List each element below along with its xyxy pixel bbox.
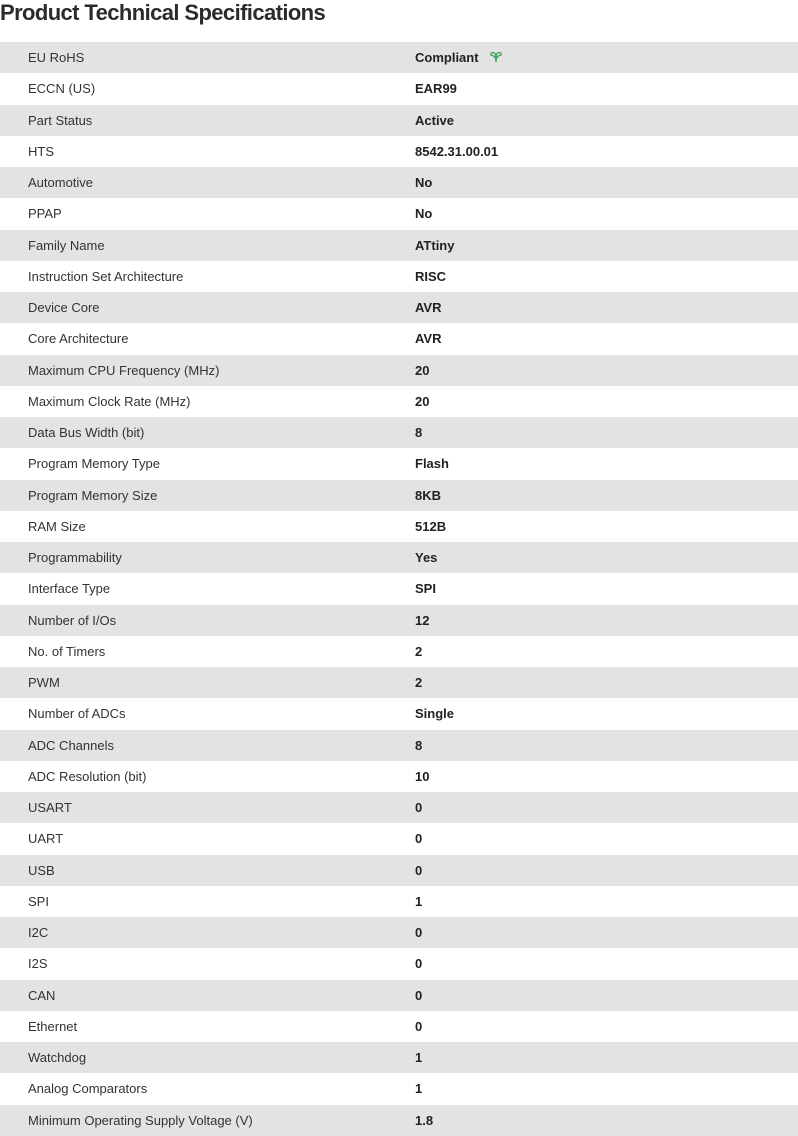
spec-label: EU RoHS bbox=[0, 42, 415, 73]
spec-value: ATtiny bbox=[415, 230, 798, 261]
table-row bbox=[0, 323, 798, 354]
spec-label: Number of I/Os bbox=[0, 605, 415, 636]
spec-value: 20 bbox=[415, 386, 798, 417]
spec-value: RISC bbox=[415, 261, 798, 292]
table-row bbox=[0, 1042, 798, 1073]
table-row bbox=[0, 417, 798, 448]
spec-table bbox=[0, 42, 798, 1136]
spec-label: Minimum Operating Supply Voltage (V) bbox=[0, 1105, 415, 1136]
spec-label: Device Core bbox=[0, 292, 415, 323]
spec-label: I2S bbox=[0, 948, 415, 979]
table-row bbox=[0, 230, 798, 261]
table-row bbox=[0, 605, 798, 636]
table-row bbox=[0, 886, 798, 917]
table-row bbox=[0, 136, 798, 167]
table-row bbox=[0, 761, 798, 792]
spec-value: 2 bbox=[415, 636, 798, 667]
spec-label: ADC Resolution (bit) bbox=[0, 761, 415, 792]
spec-value: 8542.31.00.01 bbox=[415, 136, 798, 167]
spec-value: 0 bbox=[415, 980, 798, 1011]
spec-value-text: Compliant bbox=[415, 49, 479, 65]
table-row bbox=[0, 698, 798, 729]
spec-label: Ethernet bbox=[0, 1011, 415, 1042]
spec-label: Programmability bbox=[0, 542, 415, 573]
spec-label: No. of Timers bbox=[0, 636, 415, 667]
spec-value: Flash bbox=[415, 448, 798, 479]
spec-value: 0 bbox=[415, 823, 798, 854]
table-row bbox=[0, 730, 798, 761]
spec-label: USART bbox=[0, 792, 415, 823]
spec-label: CAN bbox=[0, 980, 415, 1011]
spec-value: No bbox=[415, 198, 798, 229]
leaf-icon bbox=[489, 51, 503, 66]
spec-value: 1 bbox=[415, 886, 798, 917]
spec-value: 1 bbox=[415, 1042, 798, 1073]
spec-value: 10 bbox=[415, 761, 798, 792]
spec-value: 2 bbox=[415, 667, 798, 698]
spec-label: Family Name bbox=[0, 230, 415, 261]
spec-label: ECCN (US) bbox=[0, 73, 415, 104]
table-row bbox=[0, 198, 798, 229]
spec-label: PPAP bbox=[0, 198, 415, 229]
spec-value: 0 bbox=[415, 948, 798, 979]
spec-label: Instruction Set Architecture bbox=[0, 261, 415, 292]
spec-label: Maximum CPU Frequency (MHz) bbox=[0, 355, 415, 386]
spec-value: 8 bbox=[415, 417, 798, 448]
spec-value: AVR bbox=[415, 323, 798, 354]
spec-label: Number of ADCs bbox=[0, 698, 415, 729]
page-header bbox=[0, 0, 798, 38]
spec-value: 512B bbox=[415, 511, 798, 542]
table-row bbox=[0, 105, 798, 136]
table-row bbox=[0, 511, 798, 542]
spec-label: Watchdog bbox=[0, 1042, 415, 1073]
spec-label: I2C bbox=[0, 917, 415, 948]
spec-label: HTS bbox=[0, 136, 415, 167]
spec-label: UART bbox=[0, 823, 415, 854]
spec-value: 0 bbox=[415, 1011, 798, 1042]
table-row bbox=[0, 1011, 798, 1042]
spec-value: Yes bbox=[415, 542, 798, 573]
spec-label: Data Bus Width (bit) bbox=[0, 417, 415, 448]
spec-value: 20 bbox=[415, 355, 798, 386]
spec-value: Single bbox=[415, 698, 798, 729]
table-row bbox=[0, 1073, 798, 1104]
spec-label: Part Status bbox=[0, 105, 415, 136]
spec-value: AVR bbox=[415, 292, 798, 323]
spec-value: EAR99 bbox=[415, 73, 798, 104]
spec-label: Automotive bbox=[0, 167, 415, 198]
page-title: Product Technical Specifications bbox=[0, 0, 326, 25]
spec-label: Program Memory Size bbox=[0, 480, 415, 511]
spec-label: SPI bbox=[0, 886, 415, 917]
spec-value: No bbox=[415, 167, 798, 198]
spec-value: 8KB bbox=[415, 480, 798, 511]
spec-value: 0 bbox=[415, 917, 798, 948]
spec-value: 12 bbox=[415, 605, 798, 636]
spec-label: RAM Size bbox=[0, 511, 415, 542]
spec-value: 8 bbox=[415, 730, 798, 761]
spec-label: Analog Comparators bbox=[0, 1073, 415, 1104]
table-row bbox=[0, 542, 798, 573]
spec-value: 1.8 bbox=[415, 1105, 798, 1136]
table-row bbox=[0, 917, 798, 948]
table-row bbox=[0, 42, 798, 73]
table-row bbox=[0, 261, 798, 292]
table-row bbox=[0, 386, 798, 417]
table-row bbox=[0, 823, 798, 854]
table-row bbox=[0, 636, 798, 667]
table-row bbox=[0, 1105, 798, 1136]
spec-value: SPI bbox=[415, 573, 798, 604]
spec-label: Interface Type bbox=[0, 573, 415, 604]
spec-label: PWM bbox=[0, 667, 415, 698]
table-row bbox=[0, 292, 798, 323]
spec-value: 0 bbox=[415, 855, 798, 886]
table-row bbox=[0, 355, 798, 386]
spec-label: Maximum Clock Rate (MHz) bbox=[0, 386, 415, 417]
spec-value: 1 bbox=[415, 1073, 798, 1104]
table-row bbox=[0, 667, 798, 698]
spec-label: USB bbox=[0, 855, 415, 886]
table-row bbox=[0, 573, 798, 604]
spec-value bbox=[415, 42, 798, 73]
table-row bbox=[0, 855, 798, 886]
table-row bbox=[0, 448, 798, 479]
table-row bbox=[0, 948, 798, 979]
spec-value: Active bbox=[415, 105, 798, 136]
table-row bbox=[0, 480, 798, 511]
table-row bbox=[0, 167, 798, 198]
spec-label: Core Architecture bbox=[0, 323, 415, 354]
table-row bbox=[0, 980, 798, 1011]
spec-label: ADC Channels bbox=[0, 730, 415, 761]
spec-label: Program Memory Type bbox=[0, 448, 415, 479]
table-row bbox=[0, 792, 798, 823]
table-row bbox=[0, 73, 798, 104]
spec-value: 0 bbox=[415, 792, 798, 823]
